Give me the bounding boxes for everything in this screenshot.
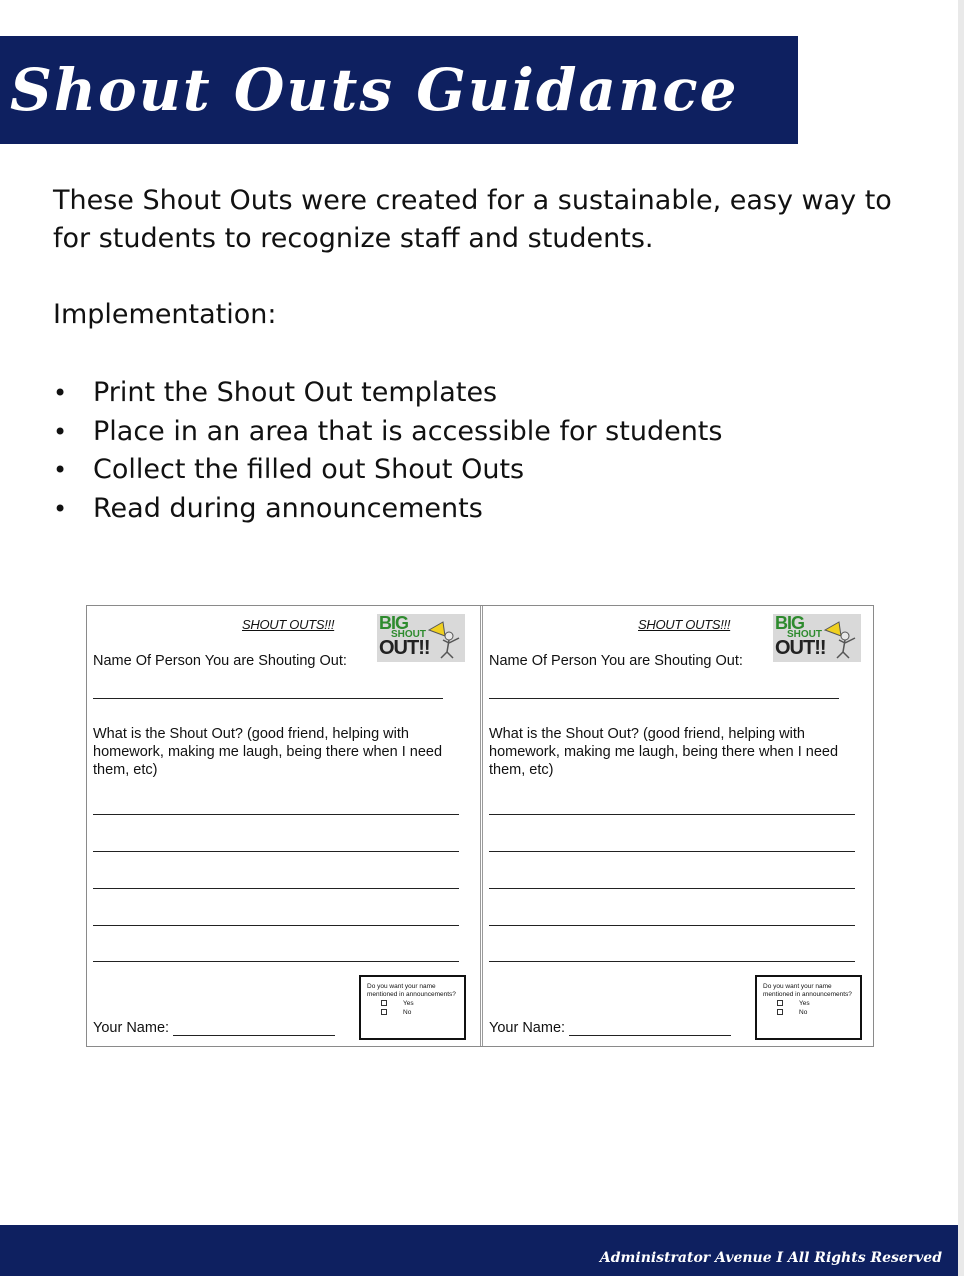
step-item: • Collect the filled out Shout Outs (53, 451, 722, 490)
answer-line[interactable] (489, 888, 855, 889)
checkbox-icon[interactable] (777, 1009, 783, 1015)
shout-out-question: What is the Shout Out? (good friend, helping with homework, making me laugh, being there when I need them, etc) (489, 726, 839, 778)
answer-line[interactable] (93, 961, 459, 962)
shout-out-templates (86, 605, 874, 1047)
announcement-preference-box (359, 975, 466, 1040)
your-name-line[interactable] (173, 1035, 335, 1036)
implementation-steps (53, 374, 722, 528)
answer-line[interactable] (489, 851, 855, 852)
big-shout-out-logo (773, 614, 861, 662)
announcement-question: Do you want your name mentioned in announcements? (763, 983, 852, 998)
option-no[interactable] (381, 1009, 458, 1017)
step-item: • Place in an area that is accessible for students (53, 413, 722, 452)
person-name-line[interactable] (93, 698, 443, 699)
page-title: Shout Outs Guidance (10, 56, 739, 124)
answer-line[interactable] (93, 851, 459, 852)
logo-big: BIG (775, 614, 805, 633)
option-no[interactable] (777, 1009, 854, 1017)
option-yes[interactable] (381, 1000, 458, 1008)
logo-out: OUT!! (775, 637, 826, 659)
logo-shout: SHOUT (787, 629, 822, 640)
answer-line[interactable] (489, 925, 855, 926)
page-edge (958, 0, 964, 1276)
card-title: SHOUT OUTS!!! (242, 617, 335, 632)
megaphone-figure-icon (425, 618, 465, 660)
footer-bar (0, 1225, 958, 1276)
title-banner (0, 36, 798, 144)
megaphone-figure-icon (821, 618, 861, 660)
logo-big: BIG (379, 614, 409, 633)
answer-line[interactable] (489, 961, 855, 962)
footer-copyright: Administrator Avenue I All Rights Reserved (599, 1250, 942, 1266)
answer-line[interactable] (93, 888, 459, 889)
logo-shout: SHOUT (391, 629, 426, 640)
announcement-question: Do you want your name mentioned in announcements? (367, 983, 456, 998)
shout-out-question: What is the Shout Out? (good friend, helping with homework, making me laugh, being there when I need them, etc) (93, 726, 443, 778)
option-no-label: No (799, 1009, 808, 1016)
option-yes[interactable] (777, 1000, 854, 1008)
checkbox-icon[interactable] (777, 1000, 783, 1006)
option-no-label: No (403, 1009, 412, 1016)
person-name-label: Name Of Person You are Shouting Out: (489, 653, 743, 669)
big-shout-out-logo (377, 614, 465, 662)
person-name-line[interactable] (489, 698, 839, 699)
shout-out-card-right (480, 606, 873, 1046)
checkbox-icon[interactable] (381, 1009, 387, 1015)
implementation-heading: Implementation: (53, 299, 277, 330)
logo-out: OUT!! (379, 637, 430, 659)
checkbox-icon[interactable] (381, 1000, 387, 1006)
option-yes-label: Yes (403, 1000, 414, 1007)
option-yes-label: Yes (799, 1000, 810, 1007)
your-name-line[interactable] (569, 1035, 731, 1036)
answer-line[interactable] (93, 814, 459, 815)
answer-line[interactable] (489, 814, 855, 815)
shout-out-card-left (87, 606, 480, 1046)
person-name-label: Name Of Person You are Shouting Out: (93, 653, 347, 669)
step-item: • Read during announcements (53, 490, 722, 529)
your-name-label: Your Name: (93, 1020, 170, 1036)
your-name-label: Your Name: (489, 1020, 566, 1036)
intro-paragraph: These Shout Outs were created for a sustainable, easy way to for students to recognize staff and students. (53, 185, 892, 254)
answer-line[interactable] (93, 925, 459, 926)
step-item: • Print the Shout Out templates (53, 374, 722, 413)
announcement-preference-box (755, 975, 862, 1040)
card-title: SHOUT OUTS!!! (638, 617, 731, 632)
